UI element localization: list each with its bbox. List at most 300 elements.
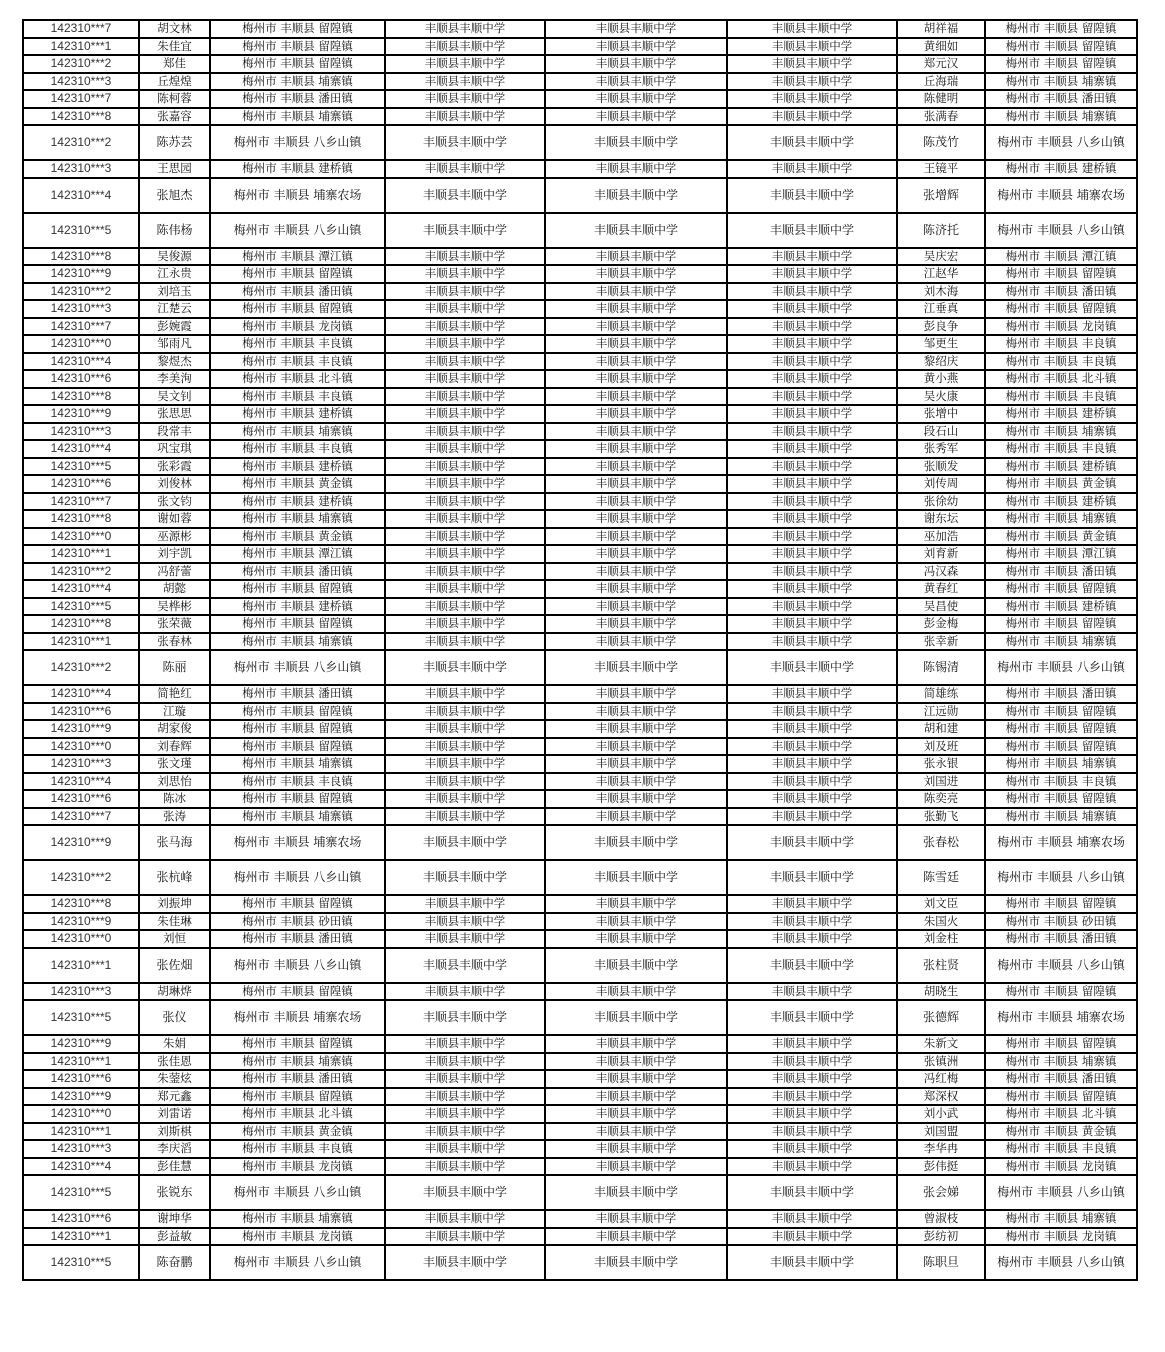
table-row — [23, 108, 1137, 126]
student-id-cell: 142310***8 — [23, 895, 139, 913]
city-county-text: 梅州市 丰顺县 — [997, 1255, 1073, 1269]
city-county-text: 梅州市 丰顺县 — [233, 222, 310, 237]
student-id-cell: 142310***1 — [23, 38, 139, 56]
school-cell: 丰顺县丰顺中学 — [545, 703, 727, 721]
student-id-cell: 142310***9 — [23, 1088, 139, 1106]
city-county-text: 梅州市 丰顺县 — [997, 1185, 1073, 1199]
city-county-text: 梅州市 丰顺县 — [1005, 808, 1079, 823]
school-cell: 丰顺县丰顺中学 — [727, 405, 897, 423]
town-text: 八乡山镇 — [1076, 1185, 1125, 1199]
town-text: 龙岗镇 — [318, 318, 353, 333]
guardian-name-cell: 黄春红 — [897, 580, 985, 598]
town-text: 埔寨镇 — [1081, 1211, 1117, 1226]
student-name-cell: 刘雷诺 — [139, 1105, 210, 1123]
student-id-cell: 142310***5 — [23, 1175, 139, 1210]
guardian-name-cell: 陈雪廷 — [897, 860, 985, 895]
table-row — [23, 73, 1137, 91]
student-id-cell: 142310***1 — [23, 633, 139, 651]
town-text: 潘田镇 — [1081, 686, 1117, 701]
student-address-cell — [210, 1000, 385, 1035]
student-address-cell — [210, 38, 385, 56]
guardian-address-cell — [985, 213, 1137, 248]
student-id-cell: 142310***6 — [23, 1210, 139, 1228]
city-county-text: 梅州市 丰顺县 — [242, 1158, 315, 1173]
student-address-cell — [210, 720, 385, 738]
table-row — [23, 475, 1137, 493]
town-text: 留隍镇 — [1081, 581, 1117, 596]
student-id-cell: 142310***3 — [23, 755, 139, 773]
student-name-cell: 段常丰 — [139, 423, 210, 441]
student-id-cell: 142310***5 — [23, 1000, 139, 1035]
student-name-cell: 朱佳琳 — [139, 913, 210, 931]
student-name-cell: 陈苏芸 — [139, 125, 210, 160]
student-address-cell — [210, 440, 385, 458]
guardian-name-cell: 陈职旦 — [897, 1245, 985, 1280]
table-row — [23, 300, 1137, 318]
city-county-text: 梅州市 丰顺县 — [1005, 1071, 1079, 1086]
table-row — [23, 178, 1137, 213]
student-name-cell: 朱娟 — [139, 1035, 210, 1053]
student-address-cell — [210, 370, 385, 388]
city-county-text: 梅州市 丰顺县 — [242, 896, 315, 911]
student-id-cell: 142310***5 — [23, 1245, 139, 1280]
town-text: 埔寨农场 — [313, 187, 362, 202]
student-address-cell — [210, 563, 385, 581]
table-row — [23, 1070, 1137, 1088]
guardian-name-cell: 刘文臣 — [897, 895, 985, 913]
town-text: 潘田镇 — [1081, 1071, 1117, 1086]
guardian-name-cell: 张永银 — [897, 755, 985, 773]
city-county-text: 梅州市 丰顺县 — [1005, 318, 1079, 333]
student-name-cell: 黎煜杰 — [139, 353, 210, 371]
student-address-cell — [210, 1123, 385, 1141]
student-name-cell: 刘宇凯 — [139, 545, 210, 563]
guardian-name-cell: 段石山 — [897, 423, 985, 441]
student-name-cell: 张马海 — [139, 825, 210, 860]
town-text: 建桥镇 — [318, 161, 353, 176]
guardian-name-cell: 吴火康 — [897, 388, 985, 406]
town-text: 北斗镇 — [318, 1106, 353, 1121]
school-cell: 丰顺县丰顺中学 — [727, 353, 897, 371]
student-address-cell — [210, 283, 385, 301]
town-text: 留隍镇 — [1081, 738, 1117, 753]
town-text: 埔寨镇 — [1081, 423, 1117, 438]
student-name-cell: 郑佳 — [139, 55, 210, 73]
student-address-cell — [210, 90, 385, 108]
city-county-text: 梅州市 丰顺县 — [233, 660, 310, 674]
student-id-cell: 142310***3 — [23, 73, 139, 91]
city-county-text: 梅州市 丰顺县 — [242, 1088, 315, 1103]
school-cell: 丰顺县丰顺中学 — [545, 388, 727, 406]
school-cell: 丰顺县丰顺中学 — [545, 983, 727, 1001]
student-name-cell: 江璇 — [139, 703, 210, 721]
guardian-name-cell: 张镇洲 — [897, 1053, 985, 1071]
school-cell: 丰顺县丰顺中学 — [545, 90, 727, 108]
town-text: 留隍镇 — [1081, 616, 1117, 631]
guardian-name-cell: 张秀军 — [897, 440, 985, 458]
school-cell: 丰顺县丰顺中学 — [727, 825, 897, 860]
city-county-text: 梅州市 丰顺县 — [242, 371, 315, 386]
city-county-text: 梅州市 丰顺县 — [242, 458, 315, 473]
table-row — [23, 318, 1137, 336]
town-text: 潘田镇 — [318, 931, 353, 946]
city-county-text: 梅州市 丰顺县 — [242, 21, 315, 36]
school-cell: 丰顺县丰顺中学 — [385, 510, 545, 528]
guardian-address-cell — [985, 948, 1137, 983]
guardian-name-cell: 张满春 — [897, 108, 985, 126]
student-name-cell: 张杭峰 — [139, 860, 210, 895]
city-county-text: 梅州市 丰顺县 — [1005, 738, 1079, 753]
school-cell: 丰顺县丰顺中学 — [727, 38, 897, 56]
student-address-cell — [210, 1035, 385, 1053]
student-address-cell — [210, 685, 385, 703]
school-cell: 丰顺县丰顺中学 — [727, 370, 897, 388]
school-cell: 丰顺县丰顺中学 — [545, 1053, 727, 1071]
school-cell: 丰顺县丰顺中学 — [545, 20, 727, 38]
city-county-text: 梅州市 丰顺县 — [1005, 73, 1079, 88]
student-name-cell: 刘振坤 — [139, 895, 210, 913]
student-name-cell: 王思园 — [139, 160, 210, 178]
town-text: 留隍镇 — [318, 581, 353, 596]
city-county-text: 梅州市 丰顺县 — [242, 528, 315, 543]
town-text: 八乡山镇 — [313, 957, 362, 972]
table-row — [23, 213, 1137, 248]
student-address-cell — [210, 615, 385, 633]
town-text: 留隍镇 — [318, 266, 353, 281]
city-county-text: 梅州市 丰顺县 — [242, 511, 315, 526]
guardian-address-cell — [985, 545, 1137, 563]
school-cell: 丰顺县丰顺中学 — [385, 685, 545, 703]
student-address-cell — [210, 73, 385, 91]
school-cell: 丰顺县丰顺中学 — [545, 545, 727, 563]
student-name-cell: 冯舒蕾 — [139, 563, 210, 581]
school-cell: 丰顺县丰顺中学 — [727, 895, 897, 913]
town-text: 潭江镇 — [1081, 546, 1117, 561]
student-name-cell: 巫源彬 — [139, 528, 210, 546]
town-text: 八乡山镇 — [1076, 222, 1125, 237]
student-address-cell — [210, 55, 385, 73]
guardian-address-cell — [985, 983, 1137, 1001]
school-cell: 丰顺县丰顺中学 — [545, 160, 727, 178]
school-cell: 丰顺县丰顺中学 — [727, 458, 897, 476]
town-text: 龙岗镇 — [1081, 318, 1117, 333]
town-text: 建桥镇 — [1081, 598, 1117, 613]
school-cell: 丰顺县丰顺中学 — [727, 650, 897, 685]
guardian-address-cell — [985, 720, 1137, 738]
student-name-cell: 刘培玉 — [139, 283, 210, 301]
school-cell: 丰顺县丰顺中学 — [545, 335, 727, 353]
school-cell: 丰顺县丰顺中学 — [545, 1158, 727, 1176]
city-county-text: 梅州市 丰顺县 — [997, 222, 1073, 237]
guardian-name-cell: 郑深权 — [897, 1088, 985, 1106]
school-cell: 丰顺县丰顺中学 — [545, 1228, 727, 1246]
school-cell: 丰顺县丰顺中学 — [545, 125, 727, 160]
table-row — [23, 1000, 1137, 1035]
table-row — [23, 930, 1137, 948]
table-row — [23, 335, 1137, 353]
school-cell: 丰顺县丰顺中学 — [385, 650, 545, 685]
guardian-address-cell — [985, 335, 1137, 353]
town-text: 留隍镇 — [1081, 791, 1117, 806]
school-cell: 丰顺县丰顺中学 — [545, 55, 727, 73]
table-row — [23, 528, 1137, 546]
student-id-cell: 142310***8 — [23, 248, 139, 266]
city-county-text: 梅州市 丰顺县 — [1005, 458, 1079, 473]
school-cell: 丰顺县丰顺中学 — [545, 108, 727, 126]
guardian-name-cell: 张勤飞 — [897, 808, 985, 826]
school-cell: 丰顺县丰顺中学 — [385, 440, 545, 458]
city-county-text: 梅州市 丰顺县 — [1005, 756, 1079, 771]
guardian-name-cell: 胡祥福 — [897, 20, 985, 38]
guardian-address-cell — [985, 1053, 1137, 1071]
school-cell: 丰顺县丰顺中学 — [545, 213, 727, 248]
table-row — [23, 808, 1137, 826]
school-cell: 丰顺县丰顺中学 — [727, 528, 897, 546]
guardian-name-cell: 张徐幼 — [897, 493, 985, 511]
school-cell: 丰顺县丰顺中学 — [385, 1158, 545, 1176]
student-name-cell: 彭佳慧 — [139, 1158, 210, 1176]
city-county-text: 梅州市 丰顺县 — [1005, 353, 1079, 368]
guardian-name-cell: 吴昌使 — [897, 598, 985, 616]
table-row — [23, 790, 1137, 808]
school-cell: 丰顺县丰顺中学 — [545, 598, 727, 616]
student-id-cell: 142310***7 — [23, 20, 139, 38]
table-row — [23, 458, 1137, 476]
city-county-text: 梅州市 丰顺县 — [242, 791, 315, 806]
school-cell: 丰顺县丰顺中学 — [727, 248, 897, 266]
guardian-address-cell — [985, 405, 1137, 423]
table-row — [23, 720, 1137, 738]
student-name-cell: 朱蓥炫 — [139, 1070, 210, 1088]
school-cell: 丰顺县丰顺中学 — [385, 248, 545, 266]
student-id-cell: 142310***2 — [23, 650, 139, 685]
town-text: 埔寨镇 — [1081, 1053, 1117, 1068]
school-cell: 丰顺县丰顺中学 — [545, 860, 727, 895]
school-cell: 丰顺县丰顺中学 — [385, 405, 545, 423]
student-address-cell — [210, 633, 385, 651]
guardian-name-cell: 冯汉森 — [897, 563, 985, 581]
city-county-text: 梅州市 丰顺县 — [1005, 406, 1079, 421]
school-cell: 丰顺县丰顺中学 — [727, 1123, 897, 1141]
school-cell: 丰顺县丰顺中学 — [385, 790, 545, 808]
guardian-address-cell — [985, 825, 1137, 860]
city-county-text: 梅州市 丰顺县 — [242, 476, 315, 491]
guardian-address-cell — [985, 790, 1137, 808]
student-address-cell — [210, 335, 385, 353]
school-cell: 丰顺县丰顺中学 — [385, 755, 545, 773]
school-cell: 丰顺县丰顺中学 — [385, 160, 545, 178]
student-id-cell: 142310***5 — [23, 213, 139, 248]
town-text: 埔寨镇 — [318, 423, 353, 438]
student-id-cell: 142310***1 — [23, 948, 139, 983]
city-county-text: 梅州市 丰顺县 — [1005, 301, 1079, 316]
city-county-text: 梅州市 丰顺县 — [1005, 56, 1079, 71]
school-cell: 丰顺县丰顺中学 — [545, 493, 727, 511]
table-row — [23, 633, 1137, 651]
student-id-cell: 142310***3 — [23, 423, 139, 441]
table-row — [23, 598, 1137, 616]
city-county-text: 梅州市 丰顺县 — [242, 581, 315, 596]
school-cell: 丰顺县丰顺中学 — [385, 300, 545, 318]
guardian-address-cell — [985, 1210, 1137, 1228]
school-cell: 丰顺县丰顺中学 — [545, 1105, 727, 1123]
guardian-address-cell — [985, 685, 1137, 703]
student-address-cell — [210, 1210, 385, 1228]
student-address-cell — [210, 458, 385, 476]
city-county-text: 梅州市 丰顺县 — [1005, 1123, 1079, 1138]
city-county-text: 梅州市 丰顺县 — [1005, 1228, 1079, 1243]
town-text: 丰良镇 — [318, 1141, 353, 1156]
city-county-text: 梅州市 丰顺县 — [242, 598, 315, 613]
city-county-text: 梅州市 丰顺县 — [1005, 91, 1079, 106]
student-id-cell: 142310***9 — [23, 1035, 139, 1053]
student-name-cell: 谢坤华 — [139, 1210, 210, 1228]
city-county-text: 梅州市 丰顺县 — [1005, 528, 1079, 543]
student-id-cell: 142310***4 — [23, 773, 139, 791]
school-cell: 丰顺县丰顺中学 — [385, 1210, 545, 1228]
town-text: 黄金镇 — [318, 528, 353, 543]
town-text: 北斗镇 — [318, 371, 353, 386]
student-name-cell: 张彩霞 — [139, 458, 210, 476]
city-county-text: 梅州市 丰顺县 — [242, 108, 315, 123]
guardian-address-cell — [985, 440, 1137, 458]
student-name-cell: 张文钧 — [139, 493, 210, 511]
school-cell: 丰顺县丰顺中学 — [385, 913, 545, 931]
school-cell: 丰顺县丰顺中学 — [545, 790, 727, 808]
school-cell: 丰顺县丰顺中学 — [545, 650, 727, 685]
guardian-name-cell: 陈锡清 — [897, 650, 985, 685]
student-address-cell — [210, 125, 385, 160]
town-text: 留隍镇 — [1081, 983, 1117, 998]
school-cell: 丰顺县丰顺中学 — [385, 265, 545, 283]
student-id-cell: 142310***4 — [23, 580, 139, 598]
student-name-cell: 陈奋鹏 — [139, 1245, 210, 1280]
town-text: 建桥镇 — [1081, 458, 1117, 473]
guardian-name-cell: 张春松 — [897, 825, 985, 860]
town-text: 埔寨镇 — [1081, 808, 1117, 823]
table-row — [23, 125, 1137, 160]
guardian-address-cell — [985, 20, 1137, 38]
table-row — [23, 90, 1137, 108]
school-cell: 丰顺县丰顺中学 — [385, 1123, 545, 1141]
town-text: 留隍镇 — [1081, 1088, 1117, 1103]
guardian-name-cell: 江远勋 — [897, 703, 985, 721]
school-cell: 丰顺县丰顺中学 — [545, 808, 727, 826]
city-county-text: 梅州市 丰顺县 — [242, 738, 315, 753]
town-text: 建桥镇 — [318, 493, 353, 508]
town-text: 丰良镇 — [318, 353, 353, 368]
city-county-text: 梅州市 丰顺县 — [242, 703, 315, 718]
town-text: 八乡山镇 — [313, 660, 362, 674]
school-cell: 丰顺县丰顺中学 — [385, 720, 545, 738]
city-county-text: 梅州市 丰顺县 — [1005, 1158, 1079, 1173]
table-row — [23, 1088, 1137, 1106]
student-name-cell: 张春林 — [139, 633, 210, 651]
school-cell: 丰顺县丰顺中学 — [385, 1070, 545, 1088]
table-row — [23, 1140, 1137, 1158]
student-address-cell — [210, 1105, 385, 1123]
city-county-text: 梅州市 丰顺县 — [242, 1036, 315, 1051]
school-cell: 丰顺县丰顺中学 — [727, 388, 897, 406]
school-cell: 丰顺县丰顺中学 — [385, 493, 545, 511]
town-text: 龙岗镇 — [318, 1158, 353, 1173]
table-row — [23, 1228, 1137, 1246]
student-name-cell: 刘思怡 — [139, 773, 210, 791]
city-county-text: 梅州市 丰顺县 — [1005, 1141, 1079, 1156]
student-id-cell: 142310***2 — [23, 125, 139, 160]
guardian-name-cell: 彭金梅 — [897, 615, 985, 633]
city-county-text: 梅州市 丰顺县 — [242, 1123, 315, 1138]
city-county-text: 梅州市 丰顺县 — [233, 957, 310, 972]
town-text: 留隍镇 — [318, 38, 353, 53]
guardian-address-cell — [985, 773, 1137, 791]
town-text: 留隍镇 — [318, 791, 353, 806]
student-name-cell: 吴桦彬 — [139, 598, 210, 616]
guardian-name-cell: 刘金柱 — [897, 930, 985, 948]
student-id-cell: 142310***5 — [23, 598, 139, 616]
student-name-cell: 刘恒 — [139, 930, 210, 948]
student-id-cell: 142310***4 — [23, 440, 139, 458]
student-name-cell: 陈伟杨 — [139, 213, 210, 248]
city-county-text: 梅州市 丰顺县 — [242, 266, 315, 281]
school-cell: 丰顺县丰顺中学 — [385, 860, 545, 895]
town-text: 建桥镇 — [318, 458, 353, 473]
table-row — [23, 20, 1137, 38]
city-county-text: 梅州市 丰顺县 — [242, 1141, 315, 1156]
guardian-name-cell: 吴庆宏 — [897, 248, 985, 266]
student-id-cell: 142310***9 — [23, 265, 139, 283]
city-county-text: 梅州市 丰顺县 — [242, 773, 315, 788]
guardian-address-cell — [985, 528, 1137, 546]
student-id-cell: 142310***3 — [23, 300, 139, 318]
school-cell: 丰顺县丰顺中学 — [727, 475, 897, 493]
student-name-cell: 胡琳烨 — [139, 983, 210, 1001]
school-cell: 丰顺县丰顺中学 — [727, 1158, 897, 1176]
school-cell: 丰顺县丰顺中学 — [727, 20, 897, 38]
town-text: 龙岗镇 — [1081, 1228, 1117, 1243]
student-address-cell — [210, 930, 385, 948]
school-cell: 丰顺县丰顺中学 — [545, 38, 727, 56]
school-cell: 丰顺县丰顺中学 — [385, 1053, 545, 1071]
student-id-cell: 142310***7 — [23, 493, 139, 511]
guardian-name-cell: 简雄练 — [897, 685, 985, 703]
guardian-name-cell: 刘国盟 — [897, 1123, 985, 1141]
student-address-cell — [210, 755, 385, 773]
city-county-text: 梅州市 丰顺县 — [1005, 476, 1079, 491]
school-cell: 丰顺县丰顺中学 — [727, 948, 897, 983]
city-county-text: 梅州市 丰顺县 — [242, 983, 315, 998]
student-name-cell: 胡家俊 — [139, 720, 210, 738]
school-cell: 丰顺县丰顺中学 — [727, 265, 897, 283]
school-cell: 丰顺县丰顺中学 — [385, 895, 545, 913]
student-id-cell: 142310***3 — [23, 983, 139, 1001]
student-id-cell: 142310***8 — [23, 510, 139, 528]
city-county-text: 梅州市 丰顺县 — [233, 835, 310, 849]
school-cell: 丰顺县丰顺中学 — [385, 703, 545, 721]
city-county-text: 梅州市 丰顺县 — [242, 161, 315, 176]
school-cell: 丰顺县丰顺中学 — [727, 1070, 897, 1088]
town-text: 潭江镇 — [1081, 248, 1117, 263]
town-text: 潘田镇 — [318, 1071, 353, 1086]
table-row — [23, 1175, 1137, 1210]
school-cell: 丰顺县丰顺中学 — [727, 773, 897, 791]
school-cell: 丰顺县丰顺中学 — [545, 475, 727, 493]
school-cell: 丰顺县丰顺中学 — [385, 388, 545, 406]
student-address-cell — [210, 108, 385, 126]
city-county-text: 梅州市 丰顺县 — [242, 686, 315, 701]
student-address-cell — [210, 1070, 385, 1088]
school-cell: 丰顺县丰顺中学 — [545, 178, 727, 213]
